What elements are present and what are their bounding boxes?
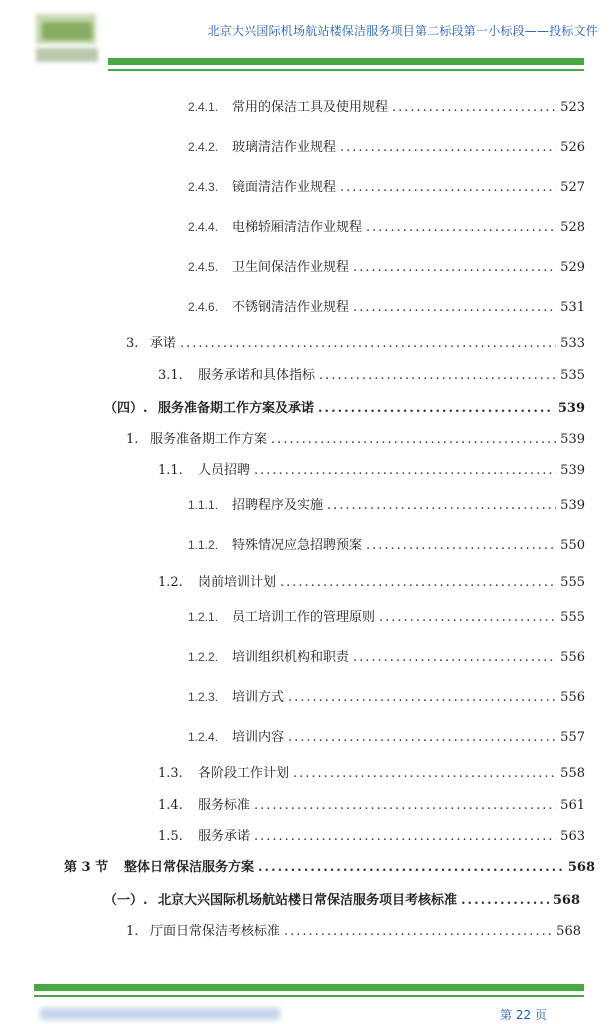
toc-number: 1. [126, 432, 139, 447]
toc-page: 568 [556, 924, 581, 939]
toc-title: 服务承诺和具体指标 [198, 368, 316, 383]
toc-page: 535 [560, 368, 585, 383]
toc-number: 1.2.3. [188, 690, 219, 704]
toc-entry[interactable] [158, 459, 585, 478]
toc-title: 北京大兴国际机场航站楼日常保洁服务项目考核标准 [158, 893, 458, 908]
toc-page: 531 [560, 300, 585, 315]
toc-page: 550 [560, 538, 585, 553]
toc-title: 培训内容 [232, 730, 285, 745]
toc-entry[interactable] [126, 920, 581, 939]
toc-title: 厅面日常保洁考核标准 [150, 924, 281, 939]
toc-number: 第 3 节 [64, 860, 109, 875]
footer-company-text [40, 1008, 280, 1020]
toc-page: 526 [560, 140, 585, 155]
toc-number: 2.4.2. [188, 140, 219, 154]
toc-leader [461, 893, 549, 908]
toc-number: 1.2.1. [188, 610, 219, 624]
toc-page: 555 [560, 610, 585, 625]
toc-leader [353, 300, 556, 315]
toc-entry[interactable] [158, 825, 585, 844]
toc-page: 568 [552, 893, 580, 908]
toc-page: 539 [560, 432, 585, 447]
toc-leader [366, 220, 556, 235]
toc-entry[interactable] [126, 332, 585, 351]
toc-entry[interactable] [158, 571, 585, 590]
toc-entry[interactable] [158, 364, 585, 383]
toc-page: 529 [560, 260, 585, 275]
toc-number: 3. [126, 336, 139, 351]
toc-number: 1. [126, 924, 139, 939]
toc-number: 1.2.4. [188, 730, 219, 744]
toc-number: 2.4.3. [188, 180, 219, 194]
toc-number: 1.2.2. [188, 650, 219, 664]
toc-page: 563 [560, 829, 585, 844]
toc-title: 特殊情况应急招聘预案 [232, 538, 363, 553]
toc-entry[interactable] [158, 794, 585, 813]
toc-number: （一）. [104, 893, 148, 908]
toc-page: 555 [560, 575, 585, 590]
toc-number: 1.2. [158, 575, 183, 590]
toc-leader [288, 690, 556, 705]
toc-entry[interactable] [104, 889, 580, 908]
toc-entry[interactable] [188, 606, 585, 625]
toc-page: 556 [560, 650, 585, 665]
toc-entry[interactable] [188, 534, 585, 553]
toc-leader [254, 798, 556, 813]
toc-leader [254, 829, 556, 844]
toc-number: 1.1.2. [188, 538, 219, 552]
toc-title: 岗前培训计划 [198, 575, 277, 590]
toc-title: 各阶段工作计划 [198, 766, 290, 781]
toc-title: 招聘程序及实施 [232, 498, 324, 513]
toc-entry[interactable] [188, 296, 585, 315]
toc-leader [379, 610, 556, 625]
toc-entry[interactable] [188, 726, 585, 745]
toc-entry[interactable] [188, 216, 585, 235]
toc-number: 1.5. [158, 829, 183, 844]
toc-entry[interactable] [64, 856, 595, 875]
toc-leader [293, 766, 556, 781]
toc-title: 服务准备期工作方案 [150, 432, 268, 447]
toc-entry[interactable] [126, 428, 585, 447]
toc-title: 培训方式 [232, 690, 285, 705]
toc-number: 3.1. [158, 368, 183, 383]
toc-title: 玻璃清洁作业规程 [232, 140, 337, 155]
toc-page: 523 [560, 100, 585, 115]
toc-entry[interactable] [188, 96, 585, 115]
toc-title: 承诺 [150, 336, 177, 351]
toc-title: 常用的保洁工具及使用规程 [232, 100, 389, 115]
toc-entry[interactable] [104, 397, 585, 416]
toc-leader [180, 336, 556, 351]
toc-title: 培训组织机构和职责 [232, 650, 350, 665]
toc-leader [353, 650, 556, 665]
toc-page: 527 [560, 180, 585, 195]
toc-leader [392, 100, 556, 115]
header-title: 北京大兴国际机场航站楼保洁服务项目第二标段第一小标段——投标文件 [207, 24, 598, 38]
toc-entry[interactable] [188, 494, 585, 513]
toc-title: 人员招聘 [198, 463, 251, 478]
toc-page: 539 [557, 401, 585, 416]
toc-leader [340, 180, 556, 195]
toc-leader [366, 538, 556, 553]
toc-leader [271, 432, 556, 447]
toc-leader [254, 463, 556, 478]
toc-leader [340, 140, 556, 155]
toc-leader [284, 924, 552, 939]
toc-title: 整体日常保洁服务方案 [124, 860, 255, 875]
toc-number: 1.3. [158, 766, 183, 781]
toc-entry[interactable] [188, 256, 585, 275]
toc-title: 员工培训工作的管理原则 [232, 610, 376, 625]
toc-title: 电梯轿厢清洁作业规程 [232, 220, 363, 235]
toc-entry[interactable] [188, 176, 585, 195]
toc-page: 556 [560, 690, 585, 705]
toc-page: 539 [560, 463, 585, 478]
toc-leader [288, 730, 556, 745]
toc-number: 1.1. [158, 463, 183, 478]
toc-title: 服务标准 [198, 798, 251, 813]
toc-title: 镜面清洁作业规程 [232, 180, 337, 195]
toc-page: 558 [560, 766, 585, 781]
toc-page: 568 [567, 860, 595, 875]
toc-title: 卫生间保洁作业规程 [232, 260, 350, 275]
toc-page: 533 [560, 336, 585, 351]
toc-number: 1.1.1. [188, 498, 219, 512]
toc-leader [258, 860, 564, 875]
toc-leader [280, 575, 556, 590]
toc-entry[interactable] [188, 686, 585, 705]
toc-number: 2.4.6. [188, 300, 219, 314]
toc-entry[interactable] [158, 762, 585, 781]
footer-rule-thick [34, 984, 584, 991]
toc-title: 不锈钢清洁作业规程 [232, 300, 350, 315]
toc-number: 1.4. [158, 798, 183, 813]
toc-leader [319, 368, 556, 383]
toc-page: 539 [560, 498, 585, 513]
toc-title: 服务承诺 [198, 829, 251, 844]
toc-entry[interactable] [188, 136, 585, 155]
toc-leader [353, 260, 556, 275]
toc-number: （四）. [104, 401, 148, 416]
toc-number: 2.4.4. [188, 220, 219, 234]
page-number: 第 22 页 [500, 1008, 547, 1022]
toc-number: 2.4.1. [188, 100, 219, 114]
footer-rule-thin [34, 995, 584, 997]
toc-number: 2.4.5. [188, 260, 219, 274]
toc-leader [327, 498, 556, 513]
toc-page: 528 [560, 220, 585, 235]
toc-title: 服务准备期工作方案及承诺 [158, 401, 315, 416]
toc-page: 561 [560, 798, 585, 813]
toc-page: 557 [560, 730, 585, 745]
toc-entry[interactable] [188, 646, 585, 665]
toc-leader [318, 401, 554, 416]
